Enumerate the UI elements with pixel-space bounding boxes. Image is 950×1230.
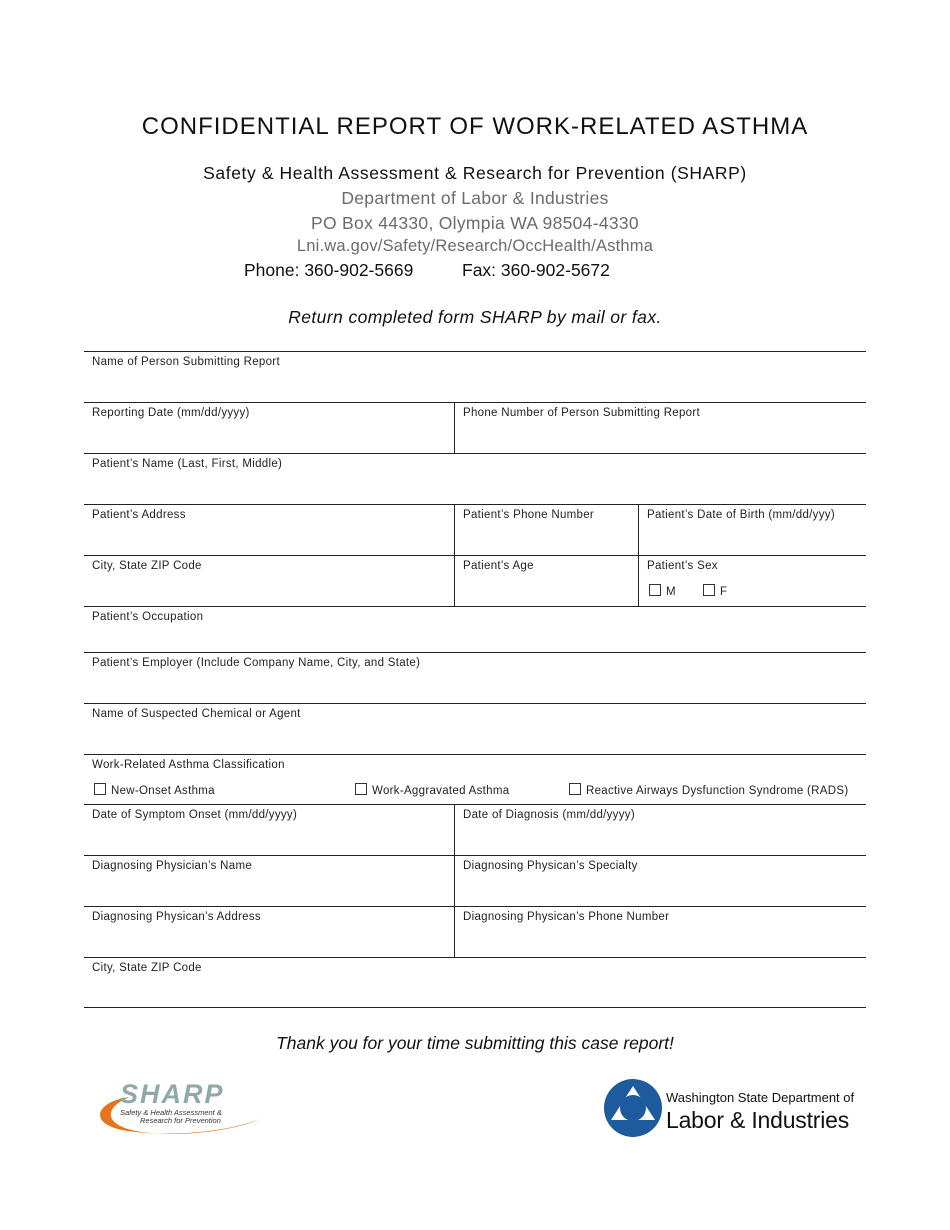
form-row xyxy=(84,754,866,804)
form-row xyxy=(84,555,866,606)
symptom-onset-field[interactable] xyxy=(84,805,454,855)
field-label: Patient’s Employer (Include Company Name, City, and State) xyxy=(92,657,421,669)
form-row xyxy=(84,957,866,1008)
sex-f-option[interactable] xyxy=(703,584,727,598)
patient-dob-field[interactable] xyxy=(638,505,866,555)
form-row xyxy=(84,351,866,402)
phone-number: Phone: 360-902-5669 xyxy=(244,260,414,280)
submitter-name-field[interactable] xyxy=(84,352,866,402)
svg-text:SHARP: SHARP xyxy=(120,1079,225,1109)
field-label: Name of Suspected Chemical or Agent xyxy=(92,708,301,720)
field-label: Patient’s Occupation xyxy=(92,611,204,623)
reporting-date-field[interactable] xyxy=(84,403,454,453)
chemical-agent-field[interactable] xyxy=(84,704,866,754)
field-label: Diagnosing Physican’s Phone Number xyxy=(463,911,670,923)
patient-address-field[interactable] xyxy=(84,505,454,555)
field-label: City, State ZIP Code xyxy=(92,560,202,572)
return-instructions: Return completed form SHARP by mail or fax. xyxy=(288,307,662,327)
physician-name-field[interactable] xyxy=(84,856,454,906)
physician-specialty-field[interactable] xyxy=(454,856,866,906)
option-label: Work-Aggravated Asthma xyxy=(372,785,510,797)
physician-city-field[interactable] xyxy=(84,958,866,1007)
option-label: F xyxy=(720,586,728,598)
asthma-classification-field xyxy=(84,755,866,804)
submitter-phone-field[interactable] xyxy=(454,403,866,453)
svg-text:Safety & Health Assessment &: Safety & Health Assessment & xyxy=(120,1108,222,1117)
lni-logo-title: Labor & Industries xyxy=(666,1107,850,1133)
occupation-field[interactable] xyxy=(84,607,866,652)
checkbox[interactable] xyxy=(94,783,106,795)
form-row xyxy=(84,703,866,754)
form-row xyxy=(84,402,866,453)
form-row xyxy=(84,906,866,957)
lni-logo-subtitle: Washington State Department of xyxy=(666,1090,855,1105)
field-label: Name of Person Submitting Report xyxy=(92,356,280,368)
thank-you-note: Thank you for your time submitting this case report! xyxy=(276,1033,674,1053)
checkbox[interactable] xyxy=(703,584,715,596)
form-row xyxy=(84,804,866,855)
employer-field[interactable] xyxy=(84,653,866,703)
new-onset-option[interactable] xyxy=(94,783,215,797)
field-label: City, State ZIP Code xyxy=(92,962,202,974)
svg-text:Research for Prevention: Research for Prevention xyxy=(140,1116,221,1125)
diagnosis-date-field[interactable] xyxy=(454,805,866,855)
report-form xyxy=(84,351,866,1008)
field-label: Patient’s Address xyxy=(92,509,186,521)
field-label: Work-Related Asthma Classification xyxy=(92,759,285,771)
patient-sex-field xyxy=(638,556,866,606)
field-label: Patient’s Name (Last, First, Middle) xyxy=(92,458,283,470)
patient-age-field[interactable] xyxy=(454,556,638,606)
field-label: Patient’s Date of Birth (mm/dd/yyy) xyxy=(647,509,835,521)
option-label: M xyxy=(666,586,676,598)
form-title: CONFIDENTIAL REPORT OF WORK-RELATED ASTHMA xyxy=(141,113,809,140)
website-url[interactable]: Lni.wa.gov/Safety/Research/OccHealth/Asthma xyxy=(296,237,654,255)
checkbox[interactable] xyxy=(569,783,581,795)
field-label: Patient’s Phone Number xyxy=(463,509,595,521)
org-name: Safety & Health Assessment & Research for Prevention (SHARP) xyxy=(203,163,747,183)
work-aggravated-option[interactable] xyxy=(355,783,509,797)
field-label: Diagnosing Physican’s Specialty xyxy=(463,860,638,872)
physician-address-field[interactable] xyxy=(84,907,454,957)
checkbox[interactable] xyxy=(355,783,367,795)
field-label: Reporting Date (mm/dd/yyyy) xyxy=(92,407,250,419)
form-row xyxy=(84,652,866,703)
rads-option[interactable] xyxy=(569,783,848,797)
form-row xyxy=(84,855,866,906)
sharp-logo xyxy=(90,1075,270,1145)
checkbox[interactable] xyxy=(649,584,661,596)
field-label: Patient’s Age xyxy=(463,560,534,572)
option-label: New-Onset Asthma xyxy=(111,785,215,797)
mailing-address: PO Box 44330, Olympia WA 98504-4330 xyxy=(311,213,639,233)
department-name: Department of Labor & Industries xyxy=(341,188,609,208)
field-label: Patient’s Sex xyxy=(647,560,718,572)
sex-m-option[interactable] xyxy=(649,584,676,598)
field-label: Diagnosing Physician’s Name xyxy=(92,860,253,872)
field-label: Date of Diagnosis (mm/dd/yyyy) xyxy=(463,809,635,821)
patient-phone-field[interactable] xyxy=(454,505,638,555)
form-row xyxy=(84,504,866,555)
field-label: Date of Symptom Onset (mm/dd/yyyy) xyxy=(92,809,298,821)
field-label: Diagnosing Physican’s Address xyxy=(92,911,261,923)
patient-name-field[interactable] xyxy=(84,454,866,504)
form-row xyxy=(84,453,866,504)
physician-phone-field[interactable] xyxy=(454,907,866,957)
patient-city-field[interactable] xyxy=(84,556,454,606)
field-label: Phone Number of Person Submitting Report xyxy=(463,407,701,419)
fax-number: Fax: 360-902-5672 xyxy=(462,260,610,280)
form-row xyxy=(84,606,866,652)
option-label: Reactive Airways Dysfunction Syndrome (RADS) xyxy=(586,785,849,797)
